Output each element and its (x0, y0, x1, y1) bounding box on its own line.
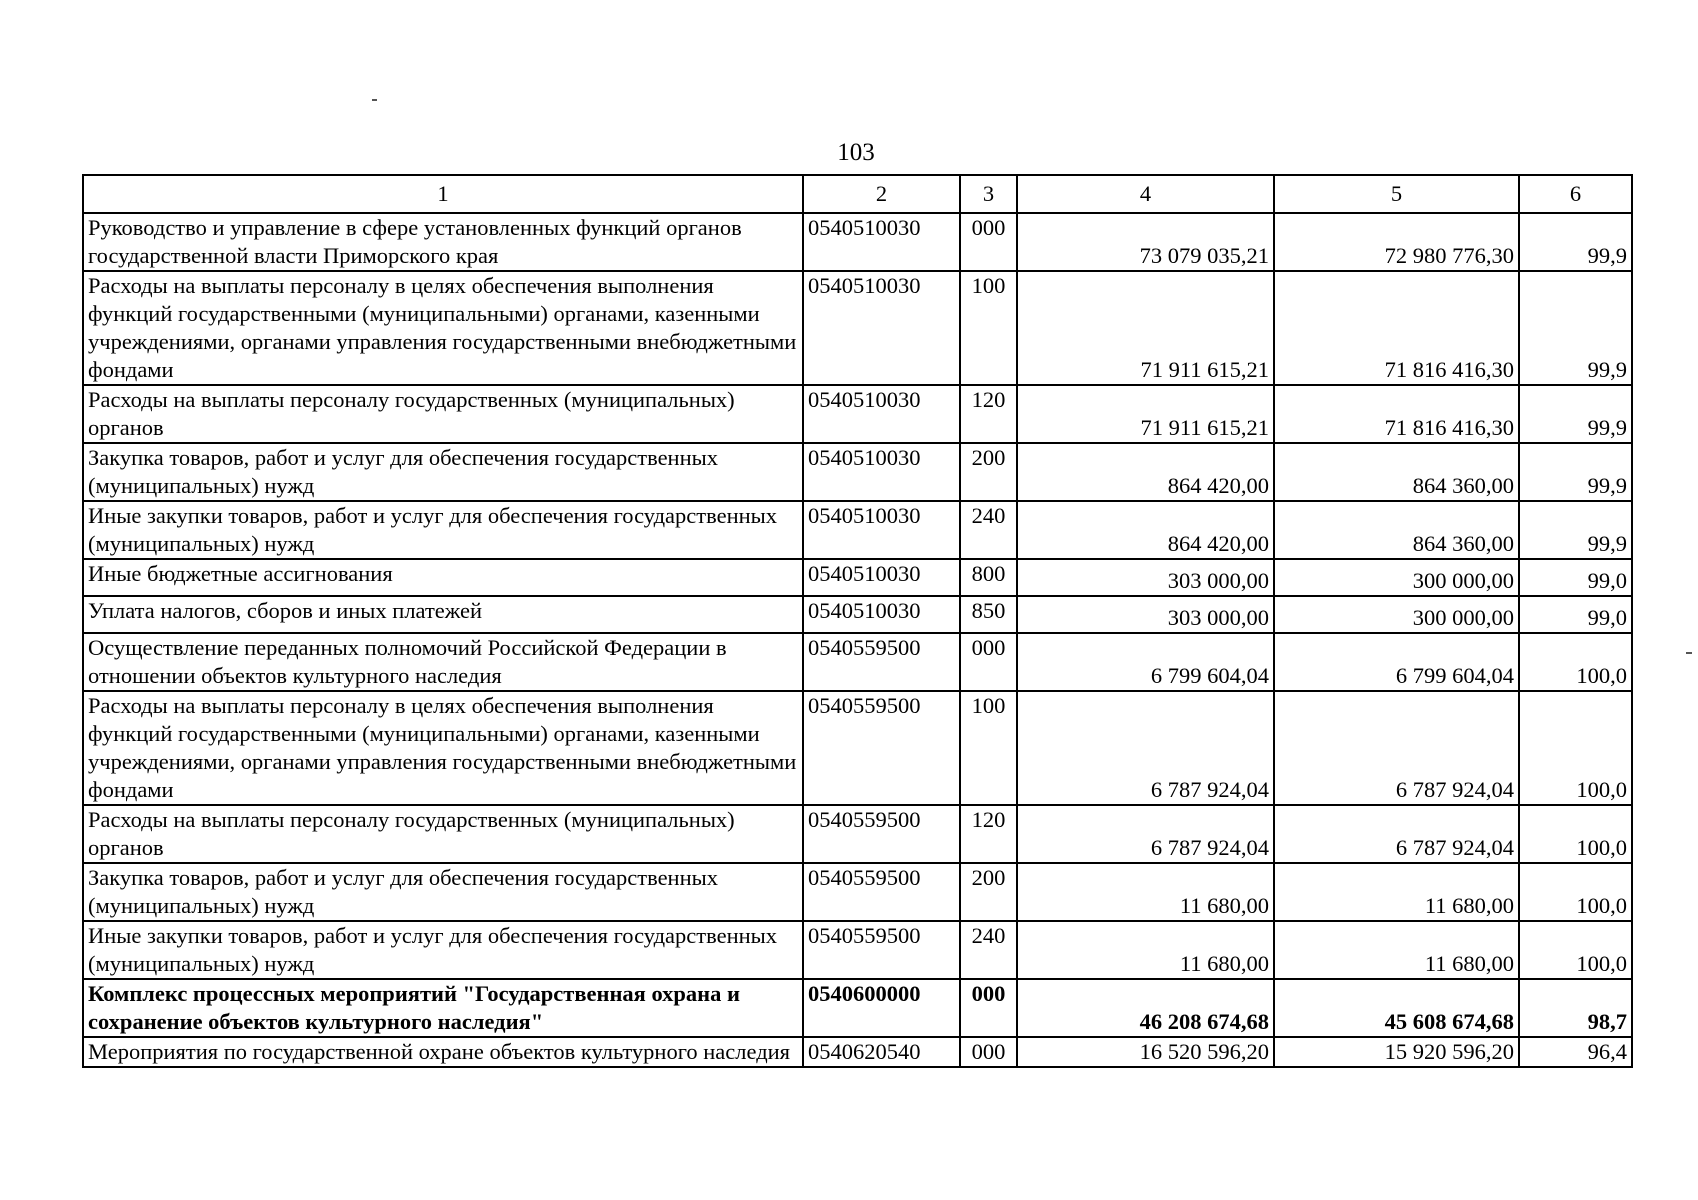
column-header-executed: 5 (1274, 175, 1519, 213)
cell-executed: 6 799 604,04 (1274, 633, 1519, 691)
table-row (83, 691, 1632, 805)
cell-planned: 11 680,00 (1017, 921, 1274, 979)
table-header (83, 175, 1632, 213)
cell-planned: 864 420,00 (1017, 501, 1274, 559)
cell-percent: 98,7 (1519, 979, 1632, 1037)
cell-type: 240 (960, 501, 1017, 559)
cell-name: Иные бюджетные ассигнования (83, 559, 803, 596)
cell-percent: 100,0 (1519, 921, 1632, 979)
cell-type: 000 (960, 633, 1017, 691)
cell-code: 0540510030 (803, 559, 960, 596)
cell-planned: 6 787 924,04 (1017, 691, 1274, 805)
cell-planned: 71 911 615,21 (1017, 271, 1274, 385)
cell-code: 0540559500 (803, 921, 960, 979)
cell-executed: 11 680,00 (1274, 921, 1519, 979)
cell-type: 200 (960, 863, 1017, 921)
cell-planned: 73 079 035,21 (1017, 213, 1274, 271)
cell-name: Комплекс процессных мероприятий "Государственная охрана и сохранение объектов культурного наследия" (83, 979, 803, 1037)
cell-code: 0540510030 (803, 385, 960, 443)
scan-edge-mark (1686, 652, 1692, 654)
cell-type: 000 (960, 213, 1017, 271)
cell-executed: 6 787 924,04 (1274, 805, 1519, 863)
cell-type: 120 (960, 385, 1017, 443)
cell-executed: 72 980 776,30 (1274, 213, 1519, 271)
cell-percent: 100,0 (1519, 863, 1632, 921)
table-body (83, 213, 1632, 1067)
cell-percent: 100,0 (1519, 691, 1632, 805)
cell-code: 0540559500 (803, 805, 960, 863)
table-row (83, 633, 1632, 691)
column-header-name: 1 (83, 175, 803, 213)
cell-name: Закупка товаров, работ и услуг для обеспечения государственных (муниципальных) нужд (83, 443, 803, 501)
scan-speck (372, 99, 377, 101)
cell-planned: 303 000,00 (1017, 596, 1274, 633)
cell-name: Осуществление переданных полномочий Российской Федерации в отношении объектов культурного наследия (83, 633, 803, 691)
table-row (83, 1037, 1632, 1067)
cell-name: Мероприятия по государственной охране объектов культурного наследия (83, 1037, 803, 1067)
column-header-code: 2 (803, 175, 960, 213)
cell-executed: 71 816 416,30 (1274, 385, 1519, 443)
cell-percent: 99,9 (1519, 213, 1632, 271)
cell-planned: 6 787 924,04 (1017, 805, 1274, 863)
cell-type: 800 (960, 559, 1017, 596)
column-header-planned: 4 (1017, 175, 1274, 213)
header-row (83, 175, 1632, 213)
cell-planned: 6 799 604,04 (1017, 633, 1274, 691)
cell-planned: 864 420,00 (1017, 443, 1274, 501)
cell-percent: 99,9 (1519, 501, 1632, 559)
cell-executed: 71 816 416,30 (1274, 271, 1519, 385)
cell-type: 120 (960, 805, 1017, 863)
cell-code: 0540620540 (803, 1037, 960, 1067)
cell-planned: 71 911 615,21 (1017, 385, 1274, 443)
cell-percent: 99,9 (1519, 271, 1632, 385)
cell-name: Иные закупки товаров, работ и услуг для обеспечения государственных (муниципальных) нужд (83, 921, 803, 979)
budget-execution-table (82, 174, 1633, 1068)
cell-code: 0540510030 (803, 271, 960, 385)
cell-name: Закупка товаров, работ и услуг для обеспечения государственных (муниципальных) нужд (83, 863, 803, 921)
cell-name: Уплата налогов, сборов и иных платежей (83, 596, 803, 633)
cell-type: 000 (960, 979, 1017, 1037)
table-row (83, 863, 1632, 921)
cell-code: 0540510030 (803, 501, 960, 559)
cell-percent: 96,4 (1519, 1037, 1632, 1067)
table-row (83, 443, 1632, 501)
cell-code: 0540559500 (803, 863, 960, 921)
cell-percent: 100,0 (1519, 633, 1632, 691)
cell-code: 0540510030 (803, 443, 960, 501)
column-header-percent: 6 (1519, 175, 1632, 213)
cell-executed: 11 680,00 (1274, 863, 1519, 921)
cell-executed: 300 000,00 (1274, 596, 1519, 633)
cell-name: Иные закупки товаров, работ и услуг для обеспечения государственных (муниципальных) нужд (83, 501, 803, 559)
table-row (83, 805, 1632, 863)
cell-executed: 864 360,00 (1274, 501, 1519, 559)
cell-percent: 99,0 (1519, 559, 1632, 596)
cell-executed: 864 360,00 (1274, 443, 1519, 501)
cell-type: 100 (960, 271, 1017, 385)
table-row (83, 213, 1632, 271)
table-row (83, 921, 1632, 979)
cell-name: Расходы на выплаты персоналу в целях обеспечения выполнения функций государственными (муниципальными) органами, казенными учреждениями, органами управления государственными внебюджетными фондами (83, 271, 803, 385)
cell-planned: 303 000,00 (1017, 559, 1274, 596)
cell-type: 000 (960, 1037, 1017, 1067)
cell-name: Руководство и управление в сфере установленных функций органов государственной власти Приморского края (83, 213, 803, 271)
cell-name: Расходы на выплаты персоналу государственных (муниципальных) органов (83, 385, 803, 443)
cell-code: 0540510030 (803, 213, 960, 271)
cell-percent: 99,0 (1519, 596, 1632, 633)
page-number: 103 (837, 139, 875, 166)
table-row (83, 559, 1632, 596)
cell-planned: 16 520 596,20 (1017, 1037, 1274, 1067)
cell-name: Расходы на выплаты персоналу государственных (муниципальных) органов (83, 805, 803, 863)
cell-type: 240 (960, 921, 1017, 979)
column-header-type: 3 (960, 175, 1017, 213)
cell-executed: 45 608 674,68 (1274, 979, 1519, 1037)
cell-percent: 100,0 (1519, 805, 1632, 863)
table-row (83, 271, 1632, 385)
cell-executed: 6 787 924,04 (1274, 691, 1519, 805)
cell-planned: 11 680,00 (1017, 863, 1274, 921)
cell-executed: 15 920 596,20 (1274, 1037, 1519, 1067)
cell-code: 0540510030 (803, 596, 960, 633)
table-row (83, 501, 1632, 559)
cell-code: 0540559500 (803, 691, 960, 805)
cell-executed: 300 000,00 (1274, 559, 1519, 596)
cell-type: 100 (960, 691, 1017, 805)
cell-percent: 99,9 (1519, 443, 1632, 501)
cell-name: Расходы на выплаты персоналу в целях обеспечения выполнения функций государственными (муниципальными) органами, казенными учреждениями, органами управления государственными внебюджетными фондами (83, 691, 803, 805)
cell-code: 0540559500 (803, 633, 960, 691)
table-row (83, 385, 1632, 443)
cell-planned: 46 208 674,68 (1017, 979, 1274, 1037)
cell-type: 850 (960, 596, 1017, 633)
table-row (83, 596, 1632, 633)
table-row (83, 979, 1632, 1037)
cell-type: 200 (960, 443, 1017, 501)
cell-code: 0540600000 (803, 979, 960, 1037)
cell-percent: 99,9 (1519, 385, 1632, 443)
